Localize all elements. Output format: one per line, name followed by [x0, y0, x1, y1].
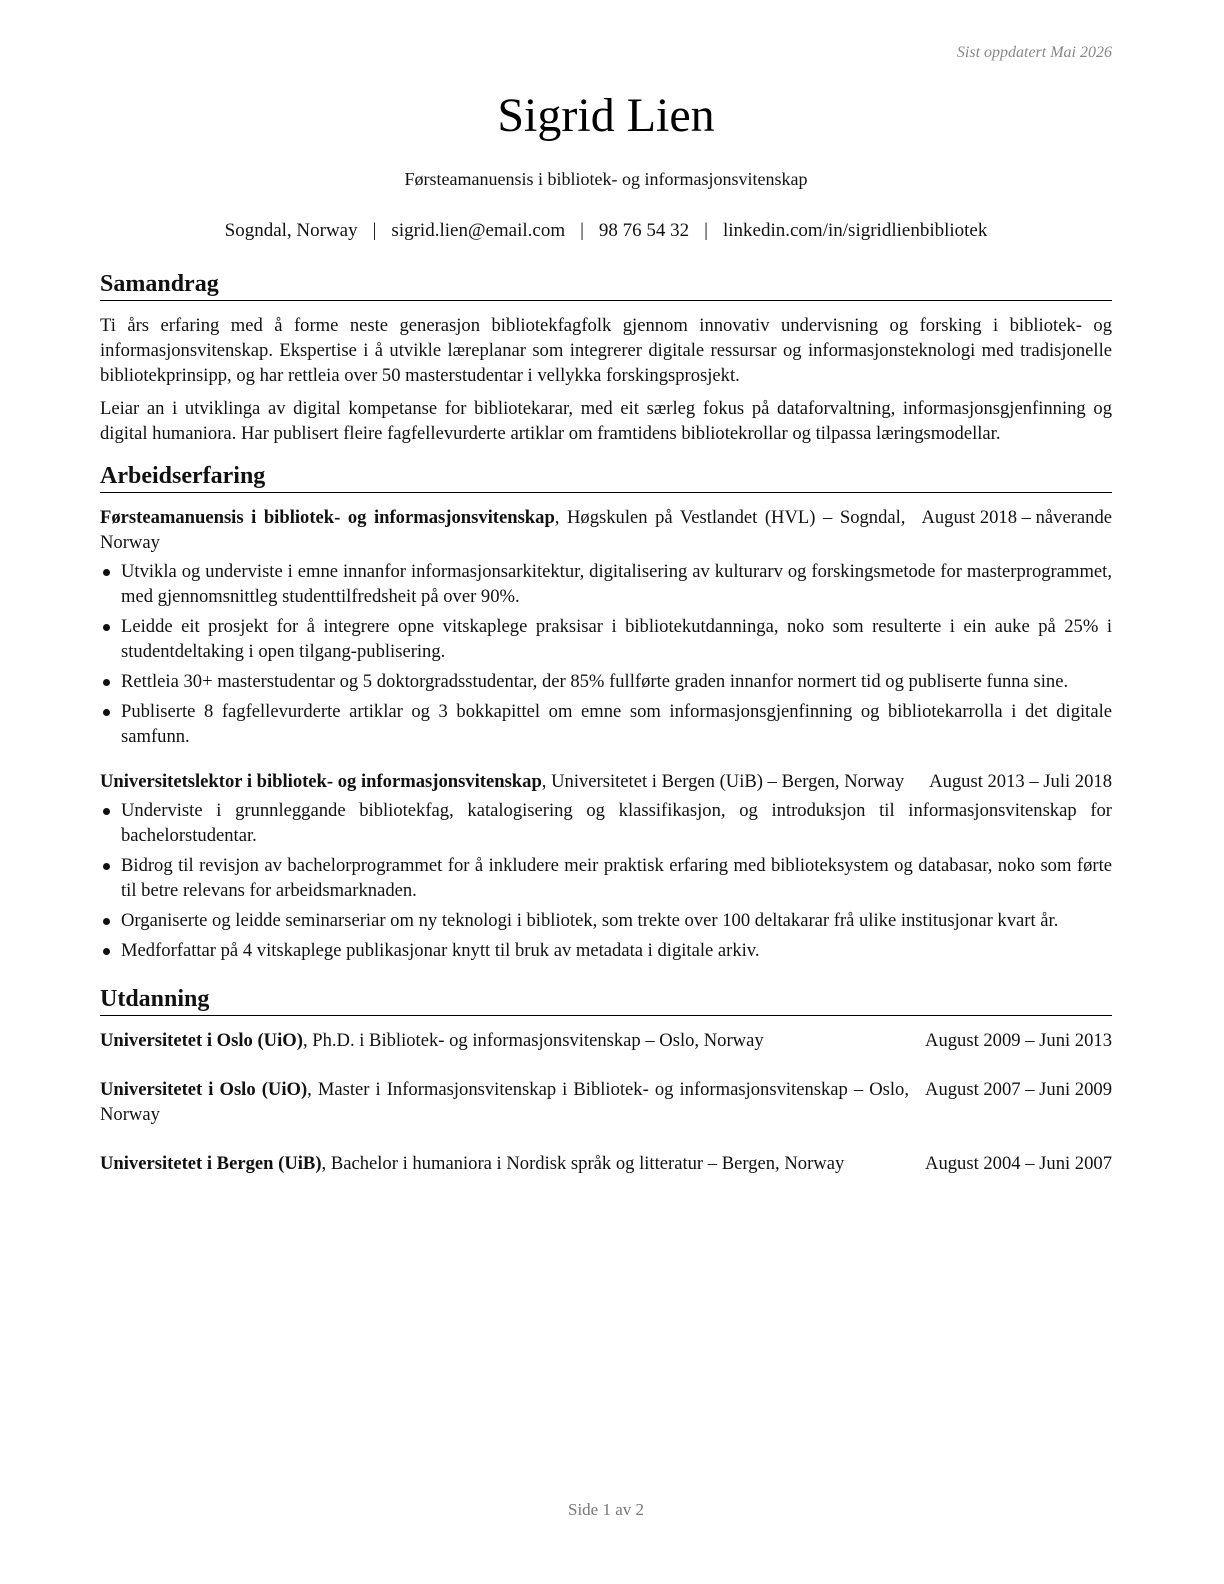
- education-school: Universitetet i Oslo (UiO): [100, 1030, 303, 1051]
- job-heading: [100, 505, 921, 555]
- job-header: [100, 505, 1112, 555]
- job-entry: [100, 769, 1112, 963]
- resume-page: [100, 0, 1112, 1584]
- education-details: , Ph.D. i Bibliotek- og informasjonsvitenskap – Oslo, Norway: [302, 1030, 764, 1051]
- contact-separator: |: [372, 220, 377, 241]
- bullet-text: Bidrog til revisjon av bachelorprogrammet for å inkludere meir praktisk erfaring med biblioteksystem og databasar, noko som førte til betre relevans for arbeidsmarknaden.: [121, 855, 1112, 901]
- education-entry: [100, 1077, 1112, 1127]
- list-item: [100, 669, 1112, 694]
- job-organization: , Høgskulen på Vestlandet (HVL) – Sogndal, Norway: [100, 507, 906, 553]
- job-dates: August 2013 – Juli 2018: [929, 771, 1112, 792]
- resume-content: [100, 268, 1112, 1200]
- section-heading: Samandrag: [100, 268, 1112, 301]
- job-role: Universitetslektor i bibliotek- og informasjonsvitenskap: [100, 771, 542, 792]
- contact-email[interactable]: sigrid.lien@email.com: [391, 220, 566, 241]
- job-header: [100, 769, 1112, 794]
- person-name: Sigrid Lien: [497, 89, 715, 142]
- bullet-text: Utvikla og underviste i emne innanfor informasjonsarkitektur, digitalisering av kulturarv og forskingsmetode for masterprogrammet, med gjennomsnittleg studenttilfredsheit på over 90%.: [121, 561, 1112, 607]
- education-details: , Master i Informasjonsvitenskap i Bibliotek- og informasjonsvitenskap – Oslo, Norway: [100, 1079, 910, 1125]
- bullet-icon: [103, 679, 110, 686]
- bullet-text: Medforfattar på 4 vitskaplege publikasjonar knytt til bruk av metadata i digitale arkiv.: [121, 940, 760, 961]
- education-dates: August 2007 – Juni 2009: [925, 1079, 1112, 1100]
- job-heading: [100, 769, 929, 794]
- contact-separator: |: [704, 220, 708, 241]
- section-heading: Utdanning: [100, 983, 1112, 1016]
- job-title: Førsteamanuensis i bibliotek- og informasjonsvitenskap: [404, 169, 808, 189]
- contact-line: [100, 218, 1112, 244]
- education-heading: [100, 1151, 925, 1176]
- experience-section: [100, 460, 1112, 963]
- education-details: , Bachelor i humaniora i Nordisk språk og litteratur – Bergen, Norway: [321, 1153, 845, 1174]
- education-entry: [100, 1028, 1112, 1053]
- last-updated: Sist oppdatert Mai 2026: [956, 44, 1112, 61]
- bullet-text: Publiserte 8 fagfellevurderte artiklar og 3 bokkapittel om emne som informasjonsgjenfinning og bibliotekarrolla i det digitale samfunn.: [121, 701, 1112, 747]
- education-dates: August 2009 – Juni 2013: [925, 1030, 1112, 1051]
- page-number: Side 1 av 2: [567, 1500, 645, 1519]
- section-heading: Arbeidserfaring: [100, 460, 1112, 493]
- list-item: [100, 559, 1112, 609]
- education-heading: [100, 1077, 925, 1127]
- education-section: [100, 983, 1112, 1176]
- bullet-icon: [103, 863, 110, 870]
- job-bullets: [100, 559, 1112, 749]
- list-item: [100, 938, 1112, 963]
- contact-linkedin[interactable]: linkedin.com/in/sigridlienbibliotek: [722, 220, 988, 241]
- list-item: [100, 853, 1112, 903]
- contact-phone: 98 76 54 32: [598, 220, 690, 241]
- summary-paragraph: Ti års erfaring med å forme neste generasjon bibliotekfagfolk gjennom innovativ undervisning og forsking i bibliotek- og informasjonsvitenskap. Ekspertise i å utvikle læreplanar som integrerer digitale ressursar og informasjonsteknologi med tradisjonelle bibliotekprinsipp, og har rettleia over 50 masterstudentar i vellykka forskingsprosjekt.: [100, 315, 1112, 386]
- bullet-icon: [103, 948, 110, 955]
- bullet-icon: [103, 624, 110, 631]
- education-school: Universitetet i Bergen (UiB): [100, 1153, 322, 1174]
- bullet-icon: [103, 569, 110, 576]
- job-bullets: [100, 798, 1112, 963]
- list-item: [100, 908, 1112, 933]
- contact-location: Sogndal, Norway: [224, 220, 358, 241]
- summary-section: [100, 268, 1112, 446]
- list-item: [100, 614, 1112, 664]
- education-dates: August 2004 – Juni 2007: [925, 1153, 1112, 1174]
- education-school: Universitetet i Oslo (UiO): [100, 1079, 308, 1100]
- bullet-text: Organiserte og leidde seminarseriar om ny teknologi i bibliotek, som trekte over 100 deltakarar frå ulike institusjonar kvart år.: [121, 910, 1059, 931]
- job-entry: [100, 505, 1112, 749]
- bullet-icon: [103, 918, 110, 925]
- list-item: [100, 798, 1112, 848]
- bullet-icon: [103, 808, 110, 815]
- job-dates: August 2018 – nåverande: [921, 507, 1112, 528]
- job-role: Førsteamanuensis i bibliotek- og informasjonsvitenskap: [100, 507, 555, 528]
- bullet-icon: [103, 709, 110, 716]
- job-organization: , Universitetet i Bergen (UiB) – Bergen, Norway: [541, 771, 905, 792]
- education-heading: [100, 1028, 925, 1053]
- bullet-text: Underviste i grunnleggande bibliotekfag, katalogisering og klassifikasjon, og introduksjon til informasjonsvitenskap for bachelorstudentar.: [121, 800, 1112, 846]
- contact-separator: |: [580, 220, 584, 241]
- education-entry: [100, 1151, 1112, 1176]
- summary-paragraph: Leiar an i utviklinga av digital kompetanse for bibliotekarar, med eit særleg fokus på dataforvaltning, informasjonsgjenfinning og digital humaniora. Har publisert fleire fagfellevurderte artiklar om framtidens bibliotekrollar og tilpassa læringsmodellar.: [100, 398, 1112, 444]
- bullet-text: Rettleia 30+ masterstudentar og 5 doktorgradsstudentar, der 85% fullførte graden innanfor normert tid og publiserte funna sine.: [121, 671, 1069, 692]
- bullet-text: Leidde eit prosjekt for å integrere opne vitskaplege praksisar i bibliotekutdanninga, noko som resulterte i ein auke på 25% i studentdeltaking i open tilgang-publisering.: [121, 616, 1112, 662]
- list-item: [100, 699, 1112, 749]
